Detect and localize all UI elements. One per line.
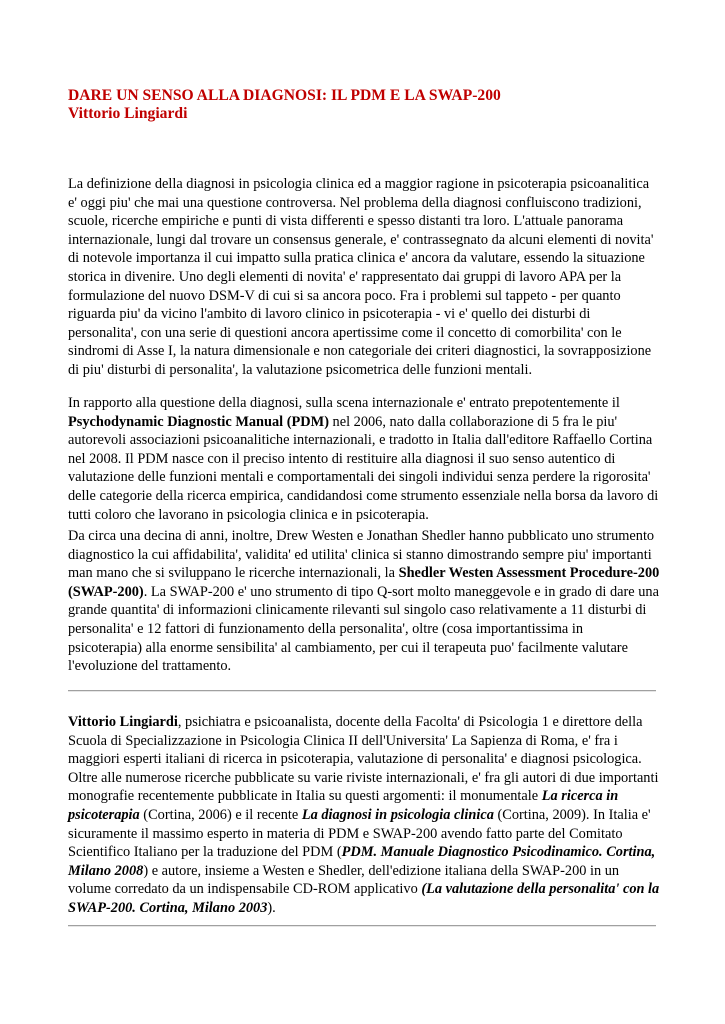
bio-text: (Cortina, 2006) e il recente xyxy=(139,806,302,823)
document-author: Vittorio Lingiardi xyxy=(68,105,188,122)
book-title: La ricerca in psicoterapia xyxy=(68,788,619,823)
document-title: DARE UN SENSO ALLA DIAGNOSI: IL PDM E LA SWAP-200 xyxy=(68,87,501,104)
pdm-name: Psychodynamic Diagnostic Manual (PDM) xyxy=(68,413,329,430)
paragraph-text: . La SWAP-200 e' uno strumento di tipo Q-sort molto maneggevole e in grado di dare una grande quantita' di informazioni clinicamente rilevanti sul singolo caso relativamente a 11 disturbi di personalita' e 12 fattori di funzionamento della personalita', oltre (cosa importantissima in psicoterapia) alla enorme sensibilita' al cambiamento, per cui il terapeuta puo' facilmente valutare l'evoluzione del trattamento. xyxy=(68,583,659,675)
paragraph-text: nel 2006, nato dalla collaborazione di 5 fra le piu' autorevoli associazioni psicoanalitiche internazionali, e tradotto in Italia dall'editore Raffaello Cortina nel 2008. Il PDM nasce con il preciso intento di restituire alla diagnosi il suo senso autentico di valutazione delle funzioni mentali e comportamentali dei singoli individui senza perdere la rigorosita' delle categorie della ricerca empirica, candidandosi come strumento essenziale nella borsa da lavoro di tutti coloro che lavorano in psicologia clinica e in psicoterapia. xyxy=(68,413,659,523)
bio-author-name: Vittorio Lingiardi xyxy=(68,714,178,730)
bio-text: , psichiatra e psicoanalista, docente della Facolta' di Psicologia 1 e direttore della Scuola di Specializzazione in Psicologia Clinica II dell'Universita' La Sapienza di Roma, e' fra i maggiori esperti italiani di ricerca in psicoterapia, valutazione di personalita' e diagnosi psicologica. Oltre alle numerose ricerche pubblicate su varie riviste internazionali, e' fra gli autori di due importanti monografie recentemente pubblicate in Italia su questi argomenti: il monumentale xyxy=(68,714,659,805)
divider xyxy=(68,690,656,692)
book-title: PDM. Manuale Diagnostico Psicodinamico. Cortina, Milano 2008 xyxy=(68,844,656,879)
book-title: (La valutazione della personalita' con la SWAP-200. Cortina, Milano 2003 xyxy=(68,881,660,916)
bio-text: ). xyxy=(267,899,276,916)
swap-name: Shedler Westen Assessment Procedure-200 (SWAP-200) xyxy=(68,565,660,600)
bio-text: (Cortina, 2009). In Italia e' sicuramente il massimo esperto in materia di PDM e SWAP-200 avendo fatto parte del Comitato Scientifico Italiano per la traduzione del PDM ( xyxy=(68,806,651,861)
document-header xyxy=(68,87,668,123)
bio-text: ) e autore, insieme a Westen e Shedler, dell'edizione italiana della SWAP-200 in un volume corredato da un indispensabile CD-ROM applicativo xyxy=(68,862,620,898)
book-title: La diagnosi in psicologia clinica xyxy=(301,806,494,823)
paragraph-swap xyxy=(68,527,660,676)
paragraph-text: In rapporto alla questione della diagnosi, sulla scena internazionale e' entrato prepotentemente il xyxy=(68,395,620,411)
paragraph-pdm xyxy=(68,394,660,524)
author-bio xyxy=(68,713,660,918)
paragraph-text: Da circa una decina di anni, inoltre, Drew Westen e Jonathan Shedler hanno pubblicato uno strumento diagnostico la cui affidabilita', validita' ed utilita' clinica si stanno dimostrando sempre piu' importanti man mano che si sviluppano le ricerche internazionali, la xyxy=(68,528,655,582)
divider xyxy=(68,925,656,927)
paragraph-intro: La definizione della diagnosi in psicologia clinica ed a maggior ragione in psicoterapia psicoanalitica e' oggi piu' che mai una questione controversa. Nel problema della diagnosi confluiscono tradizioni, scuole, ricerche empiriche e punti di vista differenti e spesso distanti tra loro. L'attuale panorama internazionale, lungi dal trovare un consensus generale, e' contrassegnato da alcuni elementi di novita' di notevole importanza il cui impatto sulla pratica clinica e' ancora da valutare, essendo la situazione storica in divenire. Uno degli elementi di novita' e' rappresentato dai gruppi di lavoro APA per la formulazione del nuovo DSM-V di cui si sa ancora poco. Fra i problemi sul tappeto - per quanto riguarda piu' da vicino l'ambito di lavoro clinico in psicoterapia - vi e' quello dei disturbi di personalita', con una serie di questioni ancora apertissime come il concetto di comorbilita' con le sindromi di Asse I, la natura dimensionale e non categoriale dei criteri diagnostici, la sovrapposizione di piu' disturbi di personalita', la valutazione psicometrica delle funzioni mentali. xyxy=(68,176,654,378)
